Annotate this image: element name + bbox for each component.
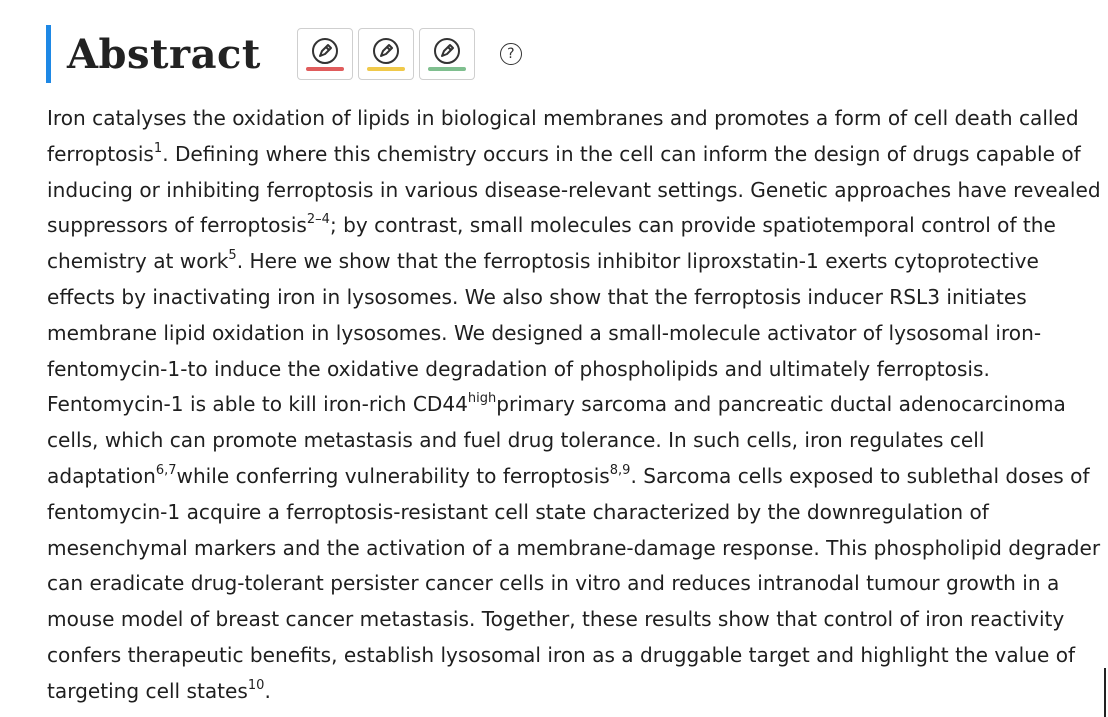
abstract-text-segment: primary sarcoma and pancreatic ductal adenocarcinoma cells, which can promote metastasis and fuel drug tolerance. In such cells, iron regulates cell adaptation — [47, 392, 1066, 488]
abstract-text-segment: . Defining where this chemistry occurs in the cell can inform the design of drugs capable of inducing or inhibiting ferroptosis in various disease-relevant settings. Genetic approaches have revealed suppressors of ferroptosis — [47, 141, 1101, 238]
citation-link[interactable]: 10 — [247, 677, 265, 693]
text-cursor-edge — [1104, 668, 1106, 717]
pencil-icon — [433, 37, 461, 65]
abstract-text-segment: ; by contrast, small molecules can provide spatiotemporal control of the chemistry at work — [47, 213, 1056, 274]
abstract-text — [47, 101, 1102, 710]
highlight-red-swatch — [306, 67, 344, 71]
section-accent-bar — [46, 25, 51, 83]
highlight-yellow-swatch — [367, 67, 405, 71]
citation-link[interactable]: 6,7 — [155, 462, 177, 478]
citation-link[interactable]: 8,9 — [609, 462, 631, 478]
highlight-red-button[interactable] — [297, 28, 353, 80]
highlight-green-button[interactable] — [419, 28, 475, 80]
abstract-text-segment: . Here we show that the ferroptosis inhibitor liproxstatin-1 exerts cytoprotective effects by inactivating iron in lysosomes. We also show that the ferroptosis inducer RSL3 initiates membrane lipid oxidation in lysosomes. We designed a small-molecule activator of lysosomal iron-fentomycin-1-to induce the oxidative degradation of phospholipids and ultimately ferroptosis. Fentomycin-1 is able to kill iron-rich CD44 — [47, 249, 1042, 417]
section-title: Abstract — [67, 30, 261, 78]
highlight-green-swatch — [428, 67, 466, 71]
highlight-yellow-button[interactable] — [358, 28, 414, 80]
citation-link[interactable]: 5 — [228, 248, 237, 264]
abstract-header — [46, 22, 522, 86]
abstract-text-segment: while conferring vulnerability to ferroptosis — [176, 463, 610, 488]
abstract-text-segment: Iron catalyses the oxidation of lipids in biological membranes and promotes a form of cell death called ferroptosis — [47, 106, 1079, 166]
abstract-text-segment: . — [264, 678, 271, 703]
superscript-high: high — [467, 391, 497, 407]
help-icon[interactable]: ? — [500, 43, 522, 65]
pencil-icon — [311, 37, 339, 65]
citation-link[interactable]: 2–4 — [306, 212, 330, 228]
citation-link[interactable]: 1 — [153, 140, 163, 156]
pencil-icon — [372, 37, 400, 65]
abstract-text-segment: . Sarcoma cells exposed to sublethal doses of fentomycin-1 acquire a ferroptosis-resistant cell state characterized by the downregulation of mesenchymal markers and the activation of a membrane-damage response. This phospholipid degrader can eradicate drug-tolerant persister cancer cells in vitro and reduces intranodal tumour growth in a mouse model of breast cancer metastasis. Together, these results show that control of iron reactivity confers therapeutic benefits, establish lysosomal iron as a druggable target and highlight the value of targeting cell states — [47, 463, 1101, 703]
